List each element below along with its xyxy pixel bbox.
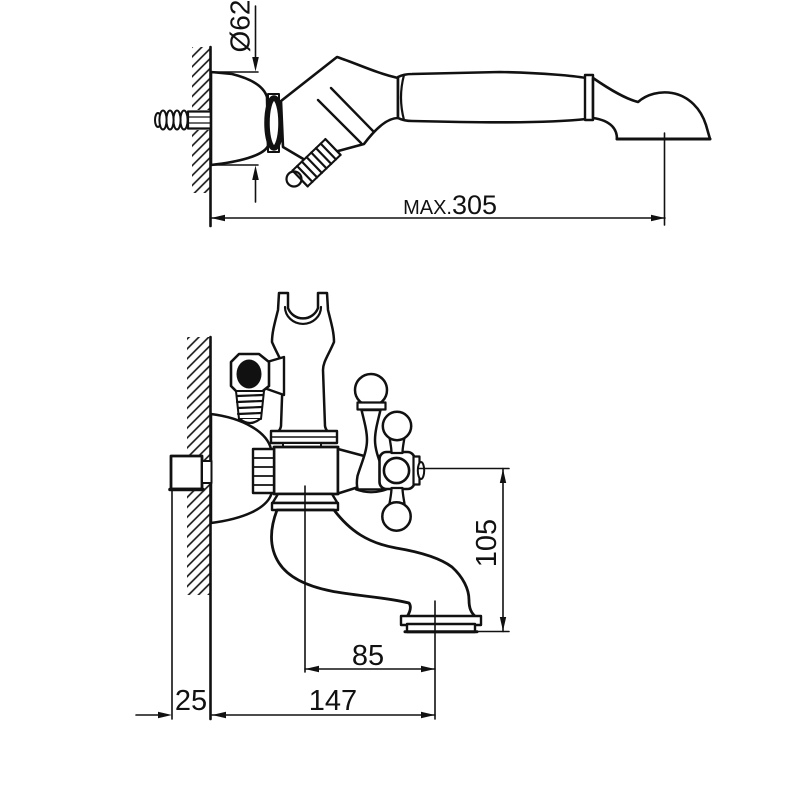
nipple-threads [236,391,264,423]
hose-connector-pipe [155,111,211,130]
bracket-holder-ring [267,94,281,152]
cross-handle-hub [384,458,409,483]
hand-shower-cone [281,57,398,160]
dim-outlet-height-label: 105 [471,518,503,568]
cross-handle [380,412,425,531]
spout [272,494,481,632]
view-mixer-body [136,293,509,719]
view-hand-shower-bracket [155,0,710,226]
dim-max-prefix-label: MAX. [403,197,452,219]
cross-handle-bottom-ball [382,502,410,530]
dim-wall-distance-label: 25 [174,685,208,717]
dim-total-projection-label: 147 [308,685,358,717]
dim-max-value-label: 305 [452,190,498,220]
mixer-body-block [274,447,338,494]
left-union-nut [253,449,274,493]
spout-swan-neck [272,510,476,617]
nipple-opening [237,360,262,389]
wall-bracket-cup [211,72,268,165]
hose-nipple [231,354,284,423]
cross-handle-top-ball [383,412,411,440]
dim-outlet-offset-label: 85 [351,640,385,672]
dim-total-projection [212,685,435,718]
hand-shower-head [593,78,710,139]
wall-hatch-top [192,47,211,226]
hand-shower-grip [398,72,586,122]
dim-flange-diameter-label: Ø62 [224,0,256,53]
